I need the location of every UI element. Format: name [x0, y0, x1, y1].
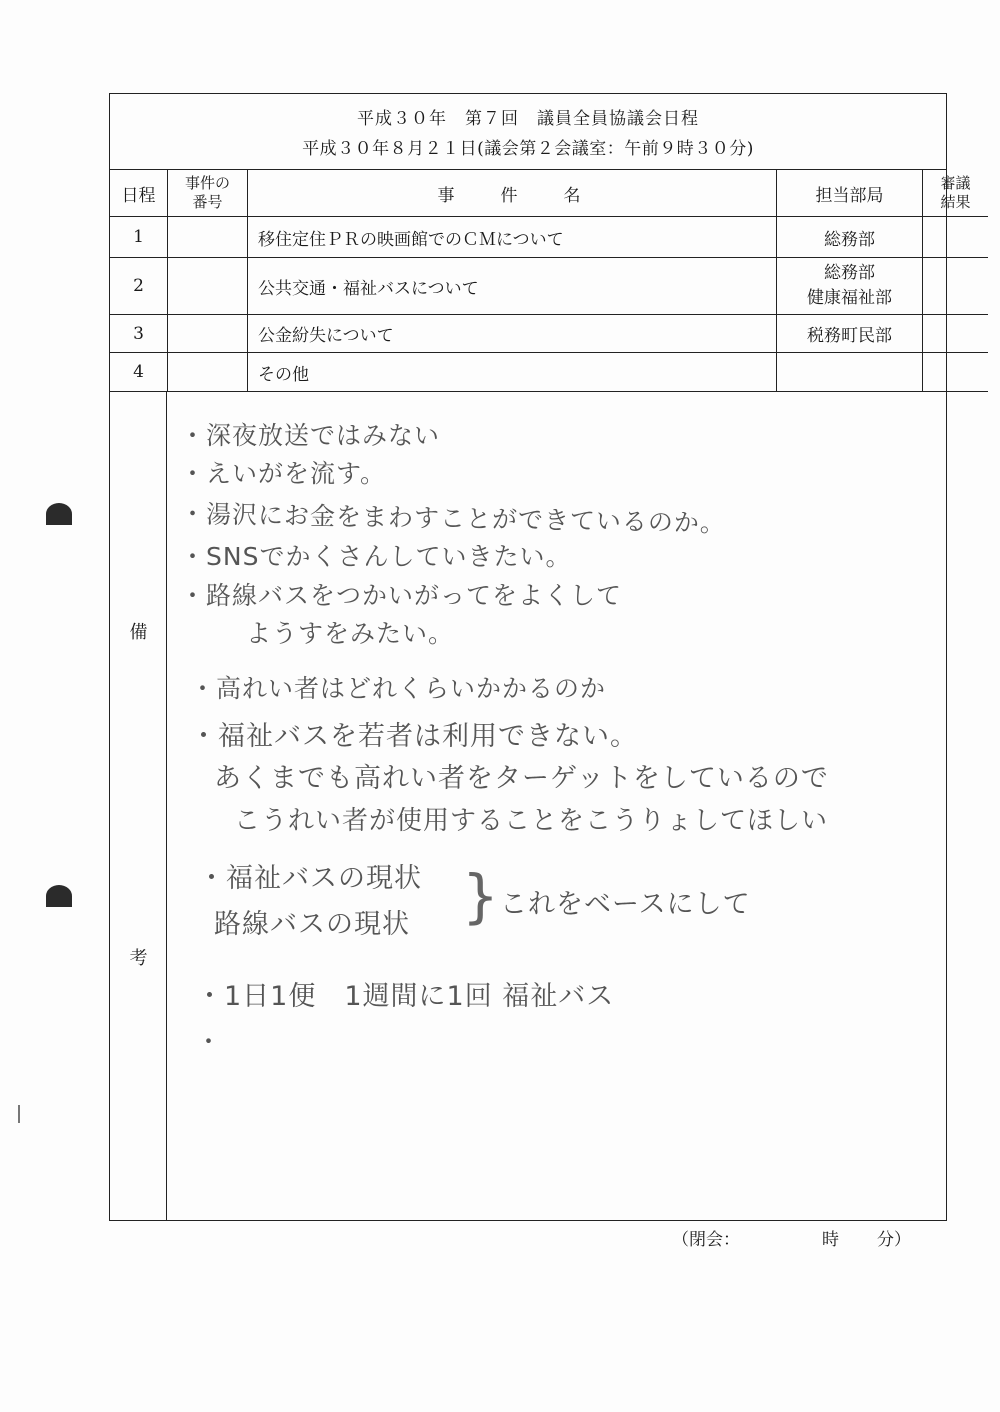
handwritten-note: ・福祉バスを若者は利用できない。 — [190, 721, 638, 752]
header-case-number — [168, 170, 248, 217]
row-result — [923, 217, 989, 258]
row-case-name: 移住定住ＰＲの映画館でのＣＭについて — [248, 217, 777, 258]
row-department — [777, 258, 923, 315]
handwritten-note: ・1日1便 1週間に1回 福祉バス — [196, 981, 615, 1012]
agenda-table — [110, 170, 988, 392]
header-case-name: 事件名 — [248, 170, 777, 217]
handwritten-note: こうれい者が使用することをこうりょしてほしい — [234, 806, 829, 836]
handwritten-bracket: } — [462, 862, 500, 930]
notes-label-bottom: 考 — [129, 948, 148, 969]
row-day: 1 — [110, 217, 168, 258]
closing-minute-label: 分） — [877, 1230, 911, 1250]
agenda-row — [110, 353, 988, 392]
notes-label-column — [110, 392, 167, 1220]
notes-section — [110, 391, 946, 1220]
agenda-header-row — [110, 170, 988, 217]
row-case-number — [168, 315, 248, 353]
row-department: 総務部 — [777, 217, 923, 258]
closing-time-line — [672, 1225, 917, 1250]
row-department-line2: 健康福祉部 — [807, 288, 892, 308]
meeting-date-location: 平成３０年８月２１日(議会第２会議室：午前９時３０分) — [302, 139, 754, 159]
header-day: 日程 — [110, 170, 168, 217]
punch-hole-bottom — [46, 885, 72, 907]
handwritten-note: ようすをみたい。 — [246, 619, 455, 648]
handwritten-note: ・福祉バスの現状 — [198, 863, 422, 894]
header-result — [923, 170, 989, 217]
handwritten-note: 路線バスの現状 — [214, 909, 410, 940]
agenda-row — [110, 258, 988, 315]
notes-label-top: 備 — [129, 622, 148, 643]
row-department-line1: 総務部 — [824, 263, 875, 283]
agenda-sheet — [109, 93, 971, 1221]
header-case-number-line2: 番号 — [192, 193, 223, 211]
row-case-name: その他 — [248, 353, 777, 392]
agenda-row — [110, 217, 988, 258]
row-case-name: 公共交通・福祉バスについて — [248, 258, 777, 315]
header-result-line2: 結果 — [940, 193, 971, 211]
row-result — [923, 258, 989, 315]
row-department: 税務町民部 — [777, 315, 923, 353]
row-case-number — [168, 353, 248, 392]
closing-label: （閉会： — [672, 1230, 740, 1250]
handwritten-note: ・えいがを流す。 — [180, 459, 387, 488]
row-case-name: 公金紛失について — [248, 315, 777, 353]
header-department: 担当部局 — [777, 170, 923, 217]
handwritten-note: これをベースにして — [500, 889, 751, 920]
row-day: 3 — [110, 315, 168, 353]
row-department — [777, 353, 923, 392]
handwritten-note: ・高れい者はどれくらいかかるのか — [190, 674, 607, 703]
punch-hole-top — [46, 503, 72, 525]
header-case-number-line1: 事件の — [184, 174, 230, 192]
handwritten-note: ・路線バスをつかいがってをよくして — [180, 581, 623, 610]
row-day: 4 — [110, 353, 168, 392]
title-block — [110, 94, 946, 170]
handwritten-note: あくまでも高れい者をターゲットをしているので — [214, 763, 829, 794]
row-result — [923, 353, 989, 392]
handwritten-note: ・SNSでかくさんしていきたい。 — [180, 542, 572, 571]
row-case-number — [168, 258, 248, 315]
handwritten-note: ・湯沢にお金をまわすことができているのか。 — [179, 499, 727, 538]
row-day: 2 — [110, 258, 168, 315]
row-case-number — [168, 217, 248, 258]
header-result-line1: 審議 — [940, 174, 971, 192]
row-result — [923, 315, 989, 353]
handwritten-note: ・ — [196, 1027, 223, 1056]
document-title: 平成３０年 第７回 議員全員協議会日程 — [357, 109, 699, 129]
handwritten-note: ・深夜放送ではみない — [180, 421, 441, 450]
scan-mark — [18, 1105, 20, 1123]
agenda-row — [110, 315, 988, 353]
closing-hour-label: 時 — [822, 1230, 839, 1250]
